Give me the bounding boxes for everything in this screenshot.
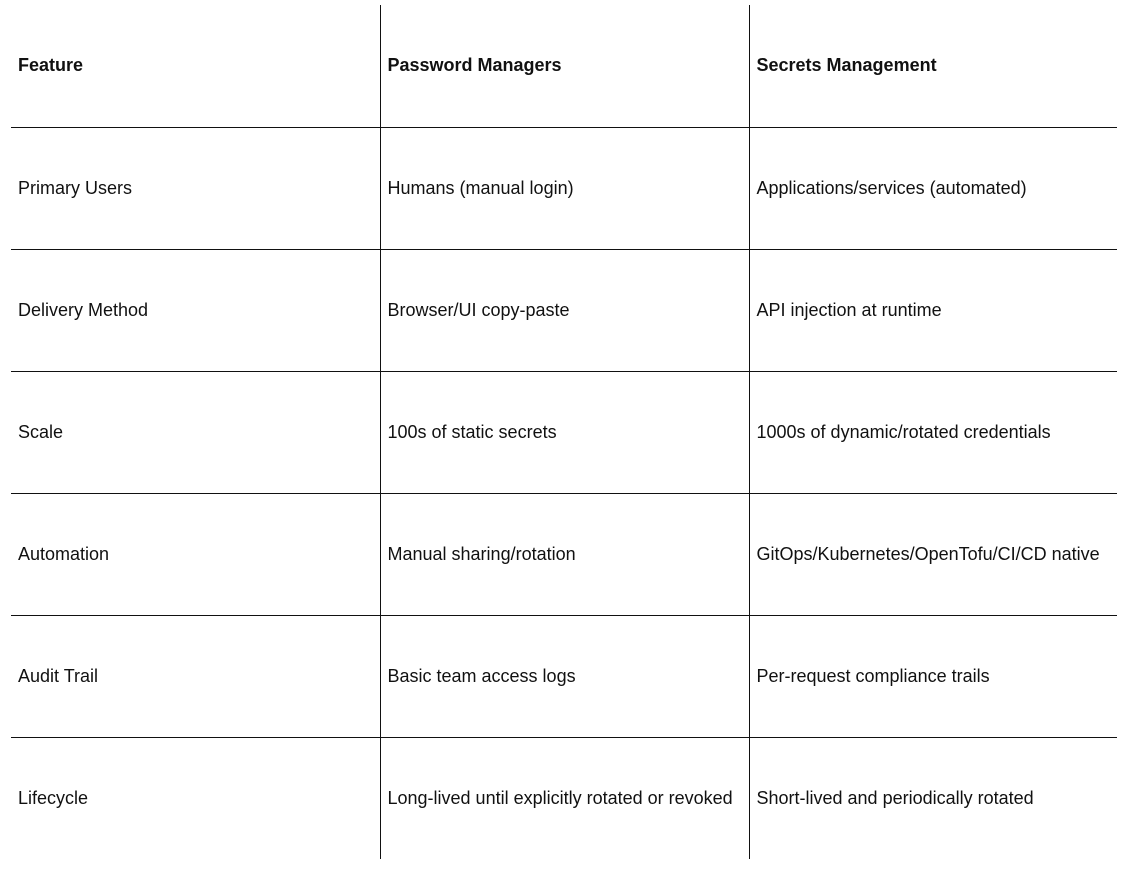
table-row xyxy=(11,249,1117,371)
table-body xyxy=(11,127,1117,859)
table-header xyxy=(11,5,1117,127)
cell-password-managers: 100s of static secrets xyxy=(380,371,749,493)
comparison-table xyxy=(11,5,1117,859)
cell-secrets-management: API injection at runtime xyxy=(749,249,1117,371)
table-row xyxy=(11,493,1117,615)
cell-feature: Lifecycle xyxy=(18,787,89,808)
cell-secrets-management: GitOps/Kubernetes/OpenTofu/CI/CD native xyxy=(749,493,1117,615)
cell-feature: Scale xyxy=(11,371,380,493)
header-feature: Feature xyxy=(11,5,380,127)
table-row xyxy=(11,737,1117,859)
cell-password-managers: Manual sharing/rotation xyxy=(380,493,749,615)
table-row xyxy=(11,371,1117,493)
cell-secrets-management: Short-lived and periodically rotated xyxy=(749,737,1117,859)
table-row xyxy=(11,615,1117,737)
cell-secrets-management: 1000s of dynamic/rotated credentials xyxy=(749,371,1117,493)
header-password-managers: Password Managers xyxy=(380,5,749,127)
cell-password-managers: Browser/UI copy-paste xyxy=(380,249,749,371)
header-secrets-management: Secrets Management xyxy=(749,5,1117,127)
cell-feature: Delivery Method xyxy=(11,249,380,371)
cell-feature: Audit Trail xyxy=(11,615,380,737)
cell-feature: Primary Users xyxy=(11,127,380,249)
cell-password-managers: Humans (manual login) xyxy=(380,127,749,249)
cell-secrets-management: Per-request compliance trails xyxy=(749,615,1117,737)
table-row xyxy=(11,127,1117,249)
cell-feature: Automation xyxy=(11,493,380,615)
comparison-table-container xyxy=(11,5,1117,859)
cell-password-managers: Long-lived until explicitly rotated or revoked xyxy=(380,737,749,859)
cell-password-managers: Basic team access logs xyxy=(380,615,749,737)
cell-secrets-management: Applications/services (automated) xyxy=(749,127,1117,249)
header-row xyxy=(11,5,1117,127)
